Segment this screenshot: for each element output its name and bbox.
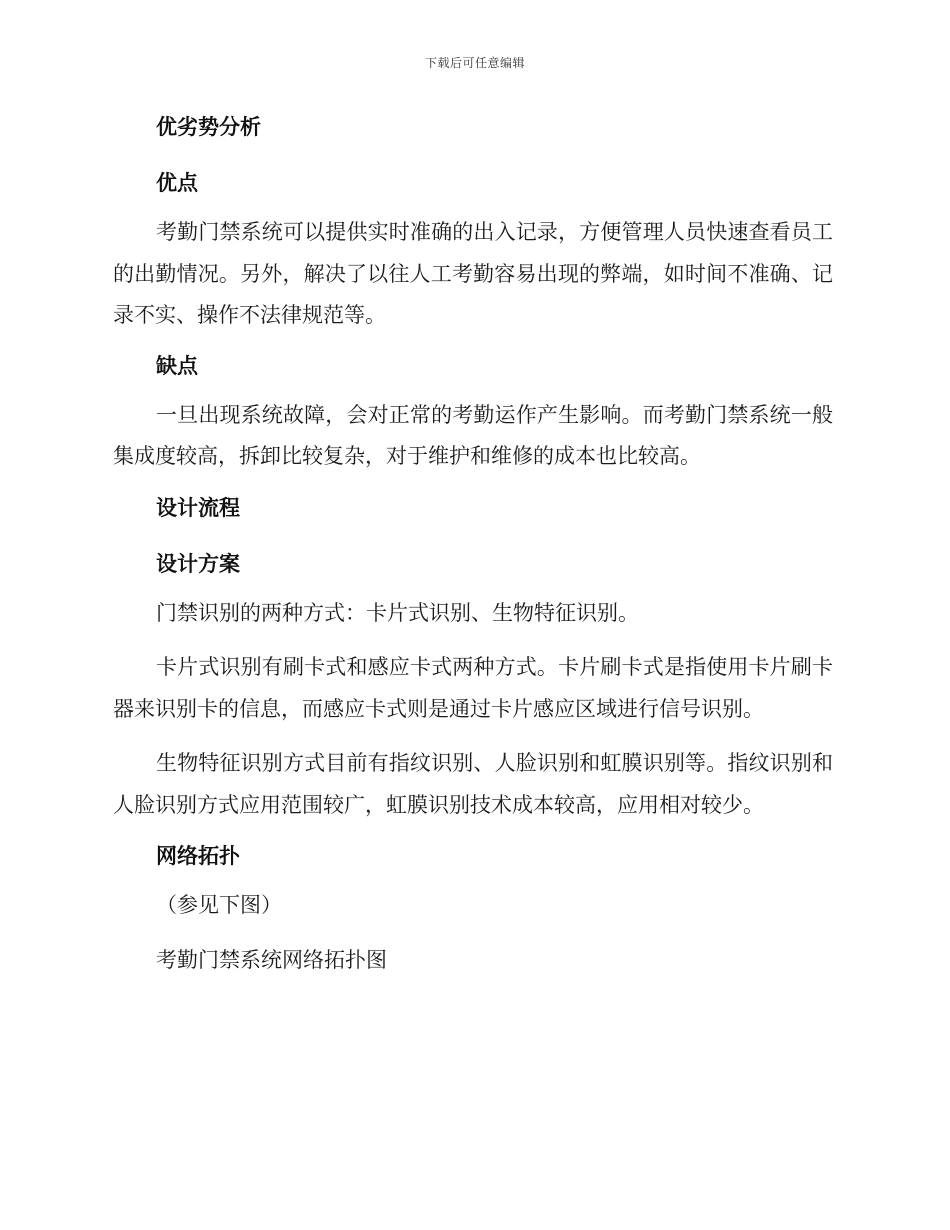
header-note: 下载后可任意编辑 bbox=[424, 56, 525, 70]
design-paragraph-1: 门禁识别的两种方式：卡片式识别、生物特征识别。 bbox=[156, 600, 639, 625]
section-heading-disadvantages: 缺点 bbox=[156, 353, 198, 378]
network-paragraph-1: （参见下图） bbox=[156, 893, 282, 917]
section-heading-advantages: 优点 bbox=[156, 171, 198, 195]
design-paragraph-2: 卡片式识别有刷卡式和感应卡式两种方式。卡片刷卡式是指使用卡片刷卡器来识别卡的信息，而感应卡式则是通过卡片感应区域进行信号识别。 bbox=[113, 655, 833, 721]
section-heading-network: 网络拓扑 bbox=[156, 844, 240, 868]
network-caption: 考勤门禁系统网络拓扑图 bbox=[156, 947, 387, 972]
section-heading-design-flow: 设计流程 bbox=[156, 495, 240, 520]
document-body bbox=[113, 110, 833, 981]
disadvantages-paragraph: 一旦出现系统故障，会对正常的考勤运作产生影响。而考勤门禁系统一般集成度较高，拆卸比较复杂，对于维护和维修的成本也比较高。 bbox=[113, 402, 833, 468]
design-paragraph-3: 生物特征识别方式目前有指纹识别、人脸识别和虹膜识别等。指纹识别和人脸识别方式应用范围较广，虹膜识别技术成本较高，应用相对较少。 bbox=[113, 751, 833, 817]
section-heading-design-plan: 设计方案 bbox=[156, 551, 240, 576]
section-heading-swot: 优劣势分析 bbox=[156, 115, 261, 139]
advantages-paragraph: 考勤门禁系统可以提供实时准确的出入记录，方便管理人员快速查看员工的出勤情况。另外，解决了以往人工考勤容易出现的弊端，如时间不准确、记录不实、操作不法律规范等。 bbox=[113, 220, 833, 327]
